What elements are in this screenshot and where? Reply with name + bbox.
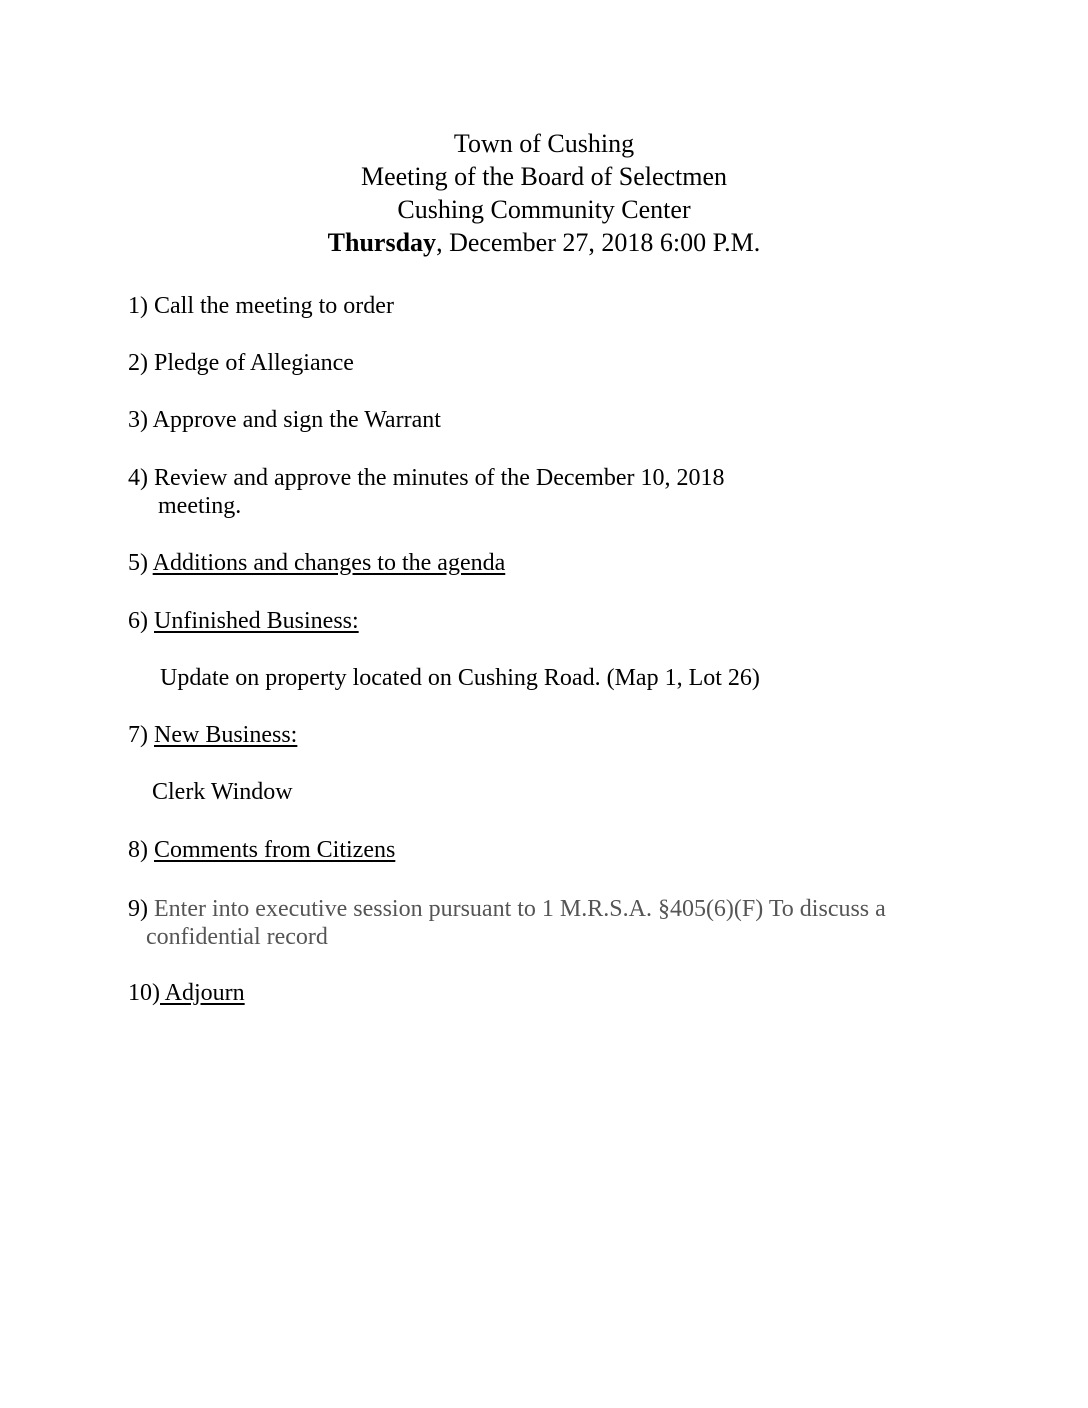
item-text: Enter into executive session pursuant to 1 M.R.S.A. §405(6)(F) To discuss a <box>154 896 886 922</box>
agenda-item-1 <box>128 292 394 320</box>
agenda-item-5 <box>128 549 505 577</box>
agenda-item-6-detail: Update on property located on Cushing Road. (Map 1, Lot 26) <box>160 665 760 691</box>
agenda-item-4-continuation: meeting. <box>158 493 242 519</box>
agenda-item-9-continuation: confidential record <box>146 924 328 950</box>
meeting-day: Thursday <box>327 228 437 257</box>
meeting-datetime: , December 27, 2018 6:00 P.M. <box>436 228 761 257</box>
item-number: 3) <box>128 407 153 433</box>
agenda-item-3 <box>128 406 441 434</box>
item-number: 10) <box>128 980 160 1006</box>
town-name: Town of Cushing <box>453 129 635 158</box>
item-text: Adjourn <box>160 980 245 1006</box>
agenda-item-8 <box>128 836 395 864</box>
agenda-item-2 <box>128 349 354 377</box>
item-text: Pledge of Allegiance <box>154 350 354 376</box>
meeting-location: Cushing Community Center <box>397 195 691 224</box>
item-number: 8) <box>128 837 154 863</box>
agenda-item-4 <box>128 464 725 492</box>
agenda-item-9 <box>128 895 886 923</box>
meeting-title: Meeting of the Board of Selectmen <box>360 162 728 191</box>
meeting-date <box>0 227 1088 259</box>
agenda-item-6 <box>128 607 359 635</box>
item-number: 7) <box>128 722 154 748</box>
agenda-item-7 <box>128 721 297 749</box>
item-text: Call the meeting to order <box>154 293 394 319</box>
item-number: 9) <box>128 896 154 922</box>
item-number: 1) <box>128 293 154 319</box>
item-number: 6) <box>128 608 154 634</box>
item-text: Additions and changes to the agenda <box>152 550 506 576</box>
item-number: 2) <box>128 350 154 376</box>
item-text: Comments from Citizens <box>154 837 396 863</box>
item-text: Approve and sign the Warrant <box>152 407 441 433</box>
agenda-item-10 <box>128 979 245 1007</box>
item-text: New Business: <box>154 722 298 748</box>
item-text: Unfinished Business: <box>154 608 359 634</box>
agenda-item-7-detail: Clerk Window <box>152 779 293 805</box>
item-number: 4) <box>128 465 154 491</box>
item-number: 5) <box>128 550 153 576</box>
item-text: Review and approve the minutes of the December 10, 2018 <box>154 465 725 491</box>
